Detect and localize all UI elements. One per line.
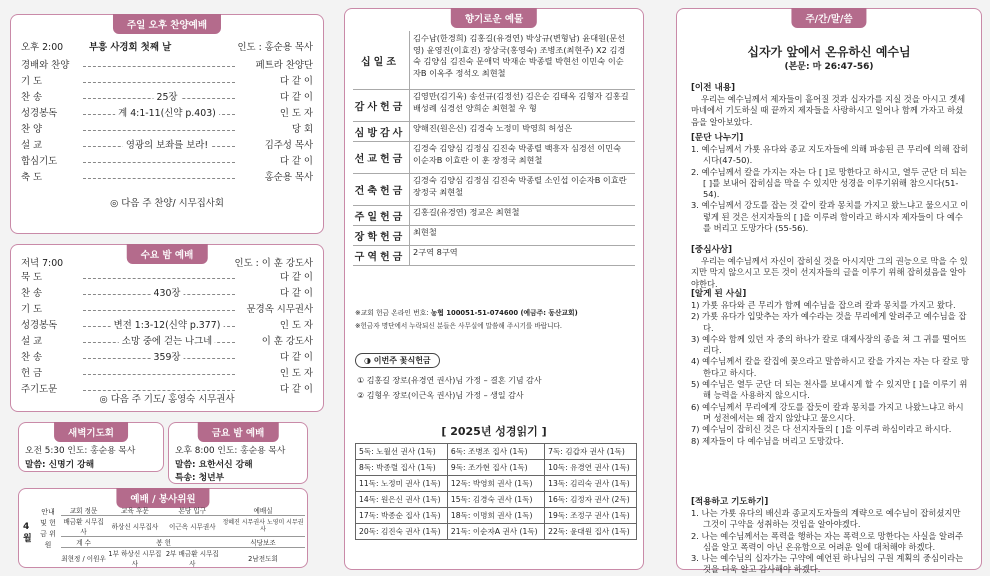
order-row xyxy=(21,335,313,349)
order-row xyxy=(21,155,313,169)
order-item-person: 다 같 이 xyxy=(277,75,313,89)
order-item-label: 설 교 xyxy=(21,140,43,151)
bible-row xyxy=(356,444,637,460)
order-row xyxy=(21,59,313,73)
list-item: 4) 예수님께서 칼을 칼집에 꽂으라고 말씀하시고 칼을 가지는 자는 다 칼로 망한다고 하시다. xyxy=(691,356,969,378)
left-panel xyxy=(4,8,330,570)
order-item-label: 성경봉독 xyxy=(21,108,58,119)
order-dashes xyxy=(83,374,235,375)
dawn-prayer-time: 오전 5:30 인도: 홍순용 목사 xyxy=(25,446,136,456)
order-item-label: 경배와 찬양 xyxy=(21,60,70,71)
order-dashes xyxy=(83,66,235,67)
offering-separator xyxy=(353,265,635,266)
bible-cell: 19독: 조정구 권사 (1독) xyxy=(545,508,637,524)
donor-omission-note: ※헌금자 명단에서 누락되신 분들은 사무실에 말씀해 주시기를 바랍니다. xyxy=(355,322,563,330)
right-panel xyxy=(676,8,982,575)
order-row xyxy=(21,303,313,317)
bible-cell: 14독: 원은신 권사 (1독) xyxy=(356,492,448,508)
order-item-person: 다 같 이 xyxy=(277,155,313,169)
order-item-content: 359장 xyxy=(151,351,184,365)
order-item-person: 홍순용 목사 xyxy=(262,171,313,185)
order-item-person: 다 같 이 xyxy=(277,287,313,301)
order-dashes xyxy=(83,310,235,311)
service-header-gate: 교회 정문 xyxy=(61,505,106,516)
order-item-content: 계 4:1-11(신약 p.403) xyxy=(115,107,219,121)
split-section xyxy=(691,131,969,234)
bible-cell: 10독: 유경연 권사 (1독) xyxy=(545,460,637,476)
order-row xyxy=(21,287,313,301)
offering-category: 구역헌금 xyxy=(354,252,406,263)
friday-worship-special-song: 특송: 청년부 xyxy=(175,473,225,483)
split-heading: [문단 나누기] xyxy=(691,133,744,143)
split-list xyxy=(691,144,969,234)
order-item-person: 다 같 이 xyxy=(277,91,313,105)
sermon-title: 십자가 앞에서 온유하신 예수님 xyxy=(747,45,911,59)
bible-cell: 17독: 박종순 집사 (1독) xyxy=(356,508,448,524)
bible-row xyxy=(356,476,637,492)
order-item-label: 설 교 xyxy=(21,336,43,347)
order-item-person: 페트라 찬양단 xyxy=(253,59,313,73)
dawn-prayer-sermon: 말씀: 신명기 강해 xyxy=(25,460,95,470)
list-item: 1. 나는 가룟 유다의 배신과 종교지도자들의 계략으로 예수님이 잡히셨지만 그것이 구약을 성취하는 것임을 알아야겠다. xyxy=(691,508,961,530)
bible-cell: 5독: 노월선 권사 (1독) xyxy=(356,444,448,460)
service-value-counting: 최현정 / 이원우 xyxy=(61,555,106,563)
list-item: 6) 예수님께서 무리에게 강도를 잡듯이 칼과 몽치를 가지고 나왔느냐고 하시며 성전에서는 왜 잡지 않았냐고 물으시다. xyxy=(691,401,964,423)
order-row xyxy=(21,319,313,333)
order-item-person: 다 같 이 xyxy=(277,383,313,397)
service-value-gate: 배금환 시무집사 xyxy=(61,516,106,537)
apply-section xyxy=(691,495,969,576)
sunday-leader: 인도 : 홍순용 목사 xyxy=(237,42,313,53)
order-row xyxy=(21,123,313,137)
order-item-label: 기 도 xyxy=(21,76,43,87)
special-offering-item-2: ② 김형우 장로(이근옥 권사)님 가정 – 생일 감사 xyxy=(357,391,524,400)
offering-category: 건축헌금 xyxy=(354,186,406,197)
service-committee-box xyxy=(18,488,308,568)
online-account-label: ※교회 헌금 온라인 번호: xyxy=(355,309,429,317)
order-row xyxy=(21,91,313,105)
sunday-title: 부흥 사경회 첫째 날 xyxy=(89,42,172,53)
service-header-offering: 봉 헌 xyxy=(106,537,221,548)
offering-row xyxy=(353,31,635,89)
previous-section xyxy=(691,81,969,128)
offering-divider xyxy=(409,89,410,121)
offering-donors: 김수남(한경희) 김홍길(유경연) 박상규(변형남) 윤대원(문선영) 윤영진(이효진) 장상국(홍영숙) 조병조(최현주) X2 김경숙 김양심 김진숙 문애덕 박재순 박종렬 박현선 이민숙 이순자B 이옥주 정석오 최현철 xyxy=(413,33,626,78)
order-item-content: 430장 xyxy=(151,287,184,301)
order-item-content: 25장 xyxy=(154,91,181,105)
order-item-person: 인 도 자 xyxy=(277,319,313,333)
order-item-person: 김주성 목사 xyxy=(262,139,313,153)
offering-row xyxy=(353,173,635,205)
weekly-word-header: 주/간/말/씀 xyxy=(791,8,866,28)
order-item-person: 이 훈 강도사 xyxy=(259,335,313,349)
apply-heading: [적용하고 기도하기] xyxy=(691,497,769,507)
offering-donors: 김경숙 김양심 김정심 김진숙 박종렬 소인섭 이순자B 이효란 장정국 최현철 xyxy=(413,175,627,197)
offering-donors: 최현철 xyxy=(413,227,437,237)
sermon-scripture: (본문: 마 26:47-56) xyxy=(784,62,874,72)
order-item-label: 성경봉독 xyxy=(21,320,58,331)
service-month: 4월 xyxy=(23,522,32,544)
order-item-label: 헌 금 xyxy=(21,368,43,379)
list-item: 8) 제자들이 다 예수님을 버리고 도망갔다. xyxy=(691,435,844,446)
order-item-person: 당 회 xyxy=(289,123,313,137)
order-item-content: 변전 1:3-12(신약 p.377) xyxy=(111,319,224,333)
online-account-note xyxy=(355,307,578,317)
service-value-entrance: 이근옥 시무권사 xyxy=(164,516,221,537)
bible-cell: 22독: 윤대원 집사 (1독) xyxy=(545,524,637,540)
offering-row xyxy=(353,141,635,173)
bible-cell: 16독: 김정자 권사 (2독) xyxy=(545,492,637,508)
order-item-label: 묵 도 xyxy=(21,272,43,283)
service-value-kitchen: 2남전도회 xyxy=(248,555,278,563)
offering-donors: 김경숙 김양심 김정심 김진숙 박종렬 백흥자 심경선 이민숙 이순자B 이효란 이 훈 장정국 최현철 xyxy=(413,143,622,165)
friday-worship-time: 오후 8:00 인도: 홍순용 목사 xyxy=(175,446,286,456)
order-row xyxy=(21,351,313,365)
order-item-person: 다 같 이 xyxy=(277,271,313,285)
offering-category: 심방감사 xyxy=(354,128,406,139)
service-value-offering-2: 2부 배금환 시무집사 xyxy=(165,550,219,568)
bible-row xyxy=(356,492,637,508)
list-item: 3) 예수와 함께 있던 자 중의 하나가 칼로 대제사장의 종을 쳐 그 귀를 떨어뜨리다. xyxy=(691,333,967,356)
order-row xyxy=(21,171,313,185)
list-item: 1) 가룟 유다와 큰 무리가 함께 예수님을 잡으려 칼과 몽치를 가지고 왔다. xyxy=(691,300,956,310)
offering-divider xyxy=(409,121,410,141)
service-header-kitchen: 식당보조 xyxy=(221,537,305,548)
offerings-header: 향기로운 예물 xyxy=(451,8,537,28)
service-row-label: 안내 및 헌금 위원 xyxy=(40,508,56,549)
offering-category: 십일조 xyxy=(361,57,399,68)
order-item-label: 기 도 xyxy=(21,304,43,315)
order-item-person: 다 같 이 xyxy=(277,351,313,365)
order-item-person: 인 도 자 xyxy=(277,367,313,381)
friday-worship-box xyxy=(168,422,308,484)
service-value-offering-1: 1부 하상신 시무집사 xyxy=(108,550,162,568)
offering-donors: 김홍길(유경연) 정교은 최현철 xyxy=(413,207,520,217)
bible-row xyxy=(356,460,637,476)
offering-divider xyxy=(409,31,410,89)
offering-divider xyxy=(409,173,410,205)
list-item: 1. 예수님께서 가룟 유다와 종교 지도자들에 의해 파송된 큰 무리에 의해 잡히시다(47-50). xyxy=(691,144,969,166)
dawn-prayer-box xyxy=(18,422,164,472)
offering-category: 선교헌금 xyxy=(354,154,406,165)
bible-cell: 18독: 이명희 권사 (1독) xyxy=(447,508,544,524)
order-item-label: 축 도 xyxy=(21,172,43,183)
order-item-person: 인 도 자 xyxy=(277,107,313,121)
friday-worship-sermon: 말씀: 요한서신 강해 xyxy=(175,460,253,470)
wednesday-time: 저녁 7:00 xyxy=(21,258,64,269)
middle-panel xyxy=(344,8,644,570)
bible-row xyxy=(356,524,637,540)
list-item: 7) 예수님이 잡히신 것은 다 선지자들의 [ ]을 이루려 하심이라고 하시다. xyxy=(691,424,952,435)
list-item: 3. 나는 예수님의 십자가는 구약에 예언된 하나님의 구원 계획의 중심이라는 것을 더욱 알고 감사해야 하겠다. xyxy=(691,553,964,575)
bible-cell: 21독: 이순자A 권사 (1독) xyxy=(447,524,544,540)
order-dashes xyxy=(83,130,235,131)
list-item: 2. 예수님께서 칼을 가지는 자는 다 [ ]로 망한다고 하시고, 열두 군단 더 되는 [ ]를 보내어 잡히심을 막을 수 있지만 성경을 이루기위해 참으시다(51-54). xyxy=(691,166,967,200)
service-value-hall: 정혜진 시무권사 노영미 시무권사 xyxy=(221,516,305,537)
order-item-label: 주기도문 xyxy=(21,384,58,395)
offering-category: 주일헌금 xyxy=(354,212,406,223)
order-dashes xyxy=(83,278,235,279)
wednesday-leader: 인도 : 이 훈 강도사 xyxy=(234,258,313,269)
order-row xyxy=(21,367,313,381)
list-item: 2. 나는 예수님께서는 폭력을 행하는 자는 폭력으로 망한다는 사실을 알려주심을 알고 폭력이 아닌 온유함으로 어려운 일에 대처해야 하겠다. xyxy=(691,530,964,552)
offering-donors: 김영만(김기욱) 송선규(김정선) 김은순 김태옥 김형자 김홍길 배성례 심경선 양희순 최현철 우 형 xyxy=(413,91,629,113)
offering-row xyxy=(353,205,635,225)
service-header-entrance: 본당 입구 xyxy=(164,505,221,516)
central-heading: [중심사상] xyxy=(691,245,733,255)
wednesday-worship-box xyxy=(10,244,324,412)
order-item-content: 영광의 보좌를 보라! xyxy=(123,139,211,153)
bible-cell: 15독: 김경숙 권사 (1독) xyxy=(447,492,544,508)
sunday-next-note: ◎ 다음 주 찬양/ 시무집사회 xyxy=(110,198,224,209)
service-header-backdoor: 교육 후문 xyxy=(106,505,163,516)
bible-cell: 6독: 조병조 집사 (1독) xyxy=(447,444,544,460)
bible-cell: 20독: 김진숙 권사 (1독) xyxy=(356,524,448,540)
special-offering-title: ◑ 이번주 꽃식헌금 xyxy=(355,353,440,368)
list-item: 2) 가룟 유다가 입맞추는 자가 예수라는 것을 무리에게 알려주고 예수님을 잡다. xyxy=(691,311,967,333)
wednesday-worship-header: 수요 밤 예배 xyxy=(127,244,208,264)
bible-cell: 11독: 노정미 권사 (1독) xyxy=(356,476,448,492)
order-row xyxy=(21,107,313,121)
offering-row xyxy=(353,121,635,141)
bible-cell: 8독: 박종렬 집사 (1독) xyxy=(356,460,448,476)
dawn-prayer-header: 새벽기도회 xyxy=(54,422,128,442)
wednesday-next-note: ◎ 다음 주 기도/ 홍영숙 시무권사 xyxy=(99,394,235,405)
order-item-label: 합심기도 xyxy=(21,156,58,167)
order-row xyxy=(21,271,313,285)
facts-heading: [알게 된 사실] xyxy=(691,289,747,299)
offering-divider xyxy=(409,225,410,245)
order-dashes xyxy=(83,162,235,163)
order-dashes xyxy=(83,178,235,179)
central-text: 우리는 예수님께서 자신이 잡히실 것을 아시지만 그의 권능으로 막을 수 있지만 막지 않으시고 모든 것이 선지자들의 글을 이루기 위해 잡히셨음을 알아야한다. xyxy=(691,256,968,289)
sunday-worship-box xyxy=(10,14,324,234)
service-committee-header: 예배 / 봉사위원 xyxy=(116,488,209,508)
central-section xyxy=(691,243,969,290)
offering-divider xyxy=(409,245,410,265)
previous-text: 우리는 예수님께서 제자들이 흩어질 것과 십자가를 지실 것을 아시고 겟세마네에서 기도하실 때 끝까지 제자들을 사랑하시고 일어나 함께 가자고 하셨음을 알아보았다. xyxy=(691,94,966,127)
offering-divider xyxy=(409,141,410,173)
sunday-time: 오후 2:00 xyxy=(21,42,64,53)
service-header-counting: 계 수 xyxy=(61,537,106,548)
offering-divider xyxy=(409,205,410,225)
bible-cell: 13독: 김리숙 권사 (1독) xyxy=(545,476,637,492)
offering-donors: 2구역 8구역 xyxy=(413,247,458,257)
sunday-worship-header: 주일 오후 찬양예배 xyxy=(113,14,221,34)
bible-row xyxy=(356,508,637,524)
order-item-label: 찬 송 xyxy=(21,92,43,103)
offering-category: 장학헌금 xyxy=(354,232,406,243)
list-item: 3. 예수님께서 강도를 잡는 것 같이 칼과 몽치를 가지고 왔느냐고 물으시고 이렇게 된 것은 선지자들의 [ ]을 이루려 함이라고 하시자 제자들이 다 예수를 버리고 도망가다 (55-56). xyxy=(691,200,969,234)
service-value-backdoor: 하상신 시무집사 xyxy=(106,516,163,537)
offering-row xyxy=(353,245,635,265)
special-offering-item-1: ① 김홍길 장로(유경연 권사)님 가정 – 결혼 기념 감사 xyxy=(357,376,542,385)
bible-reading-title: [ 2025년 성경읽기 ] xyxy=(441,425,547,438)
order-row xyxy=(21,75,313,89)
bible-cell: 12독: 박영희 권사 (1독) xyxy=(447,476,544,492)
previous-heading: [이전 내용] xyxy=(691,83,736,93)
service-committee-table xyxy=(61,505,305,568)
friday-worship-header: 금요 밤 예배 xyxy=(198,422,279,442)
offerings-list xyxy=(353,31,635,303)
order-dashes xyxy=(83,82,235,83)
order-item-person: 문경옥 시무권사 xyxy=(244,303,313,317)
online-account-number: 농협 100051-51-074600 (예금주: 동산교회) xyxy=(430,309,578,317)
offering-row xyxy=(353,225,635,245)
list-item: 5) 예수님은 열두 군단 더 되는 천사를 보내시게 할 수 있지만 [ ]을 이루기 위해 능력을 사용하지 않으시다. xyxy=(691,379,968,401)
offering-donors: 양해진(원은신) 김경숙 노정미 박영희 허성은 xyxy=(413,123,573,133)
facts-list xyxy=(691,300,969,447)
order-row xyxy=(21,139,313,153)
offering-category: 감사헌금 xyxy=(354,102,406,113)
bible-reading-table xyxy=(355,443,637,540)
service-header-hall: 예배실 xyxy=(221,505,305,516)
order-item-label: 찬 양 xyxy=(21,124,43,135)
apply-list xyxy=(691,508,969,576)
facts-section xyxy=(691,287,969,447)
bible-cell: 9독: 조가현 집사 (1독) xyxy=(447,460,544,476)
order-item-label: 찬 송 xyxy=(21,288,43,299)
bible-cell: 7독: 김갑자 권사 (1독) xyxy=(545,444,637,460)
order-item-label: 찬 송 xyxy=(21,352,43,363)
order-item-content: 소망 중에 걷는 나그네 xyxy=(119,335,215,349)
offering-row xyxy=(353,89,635,121)
